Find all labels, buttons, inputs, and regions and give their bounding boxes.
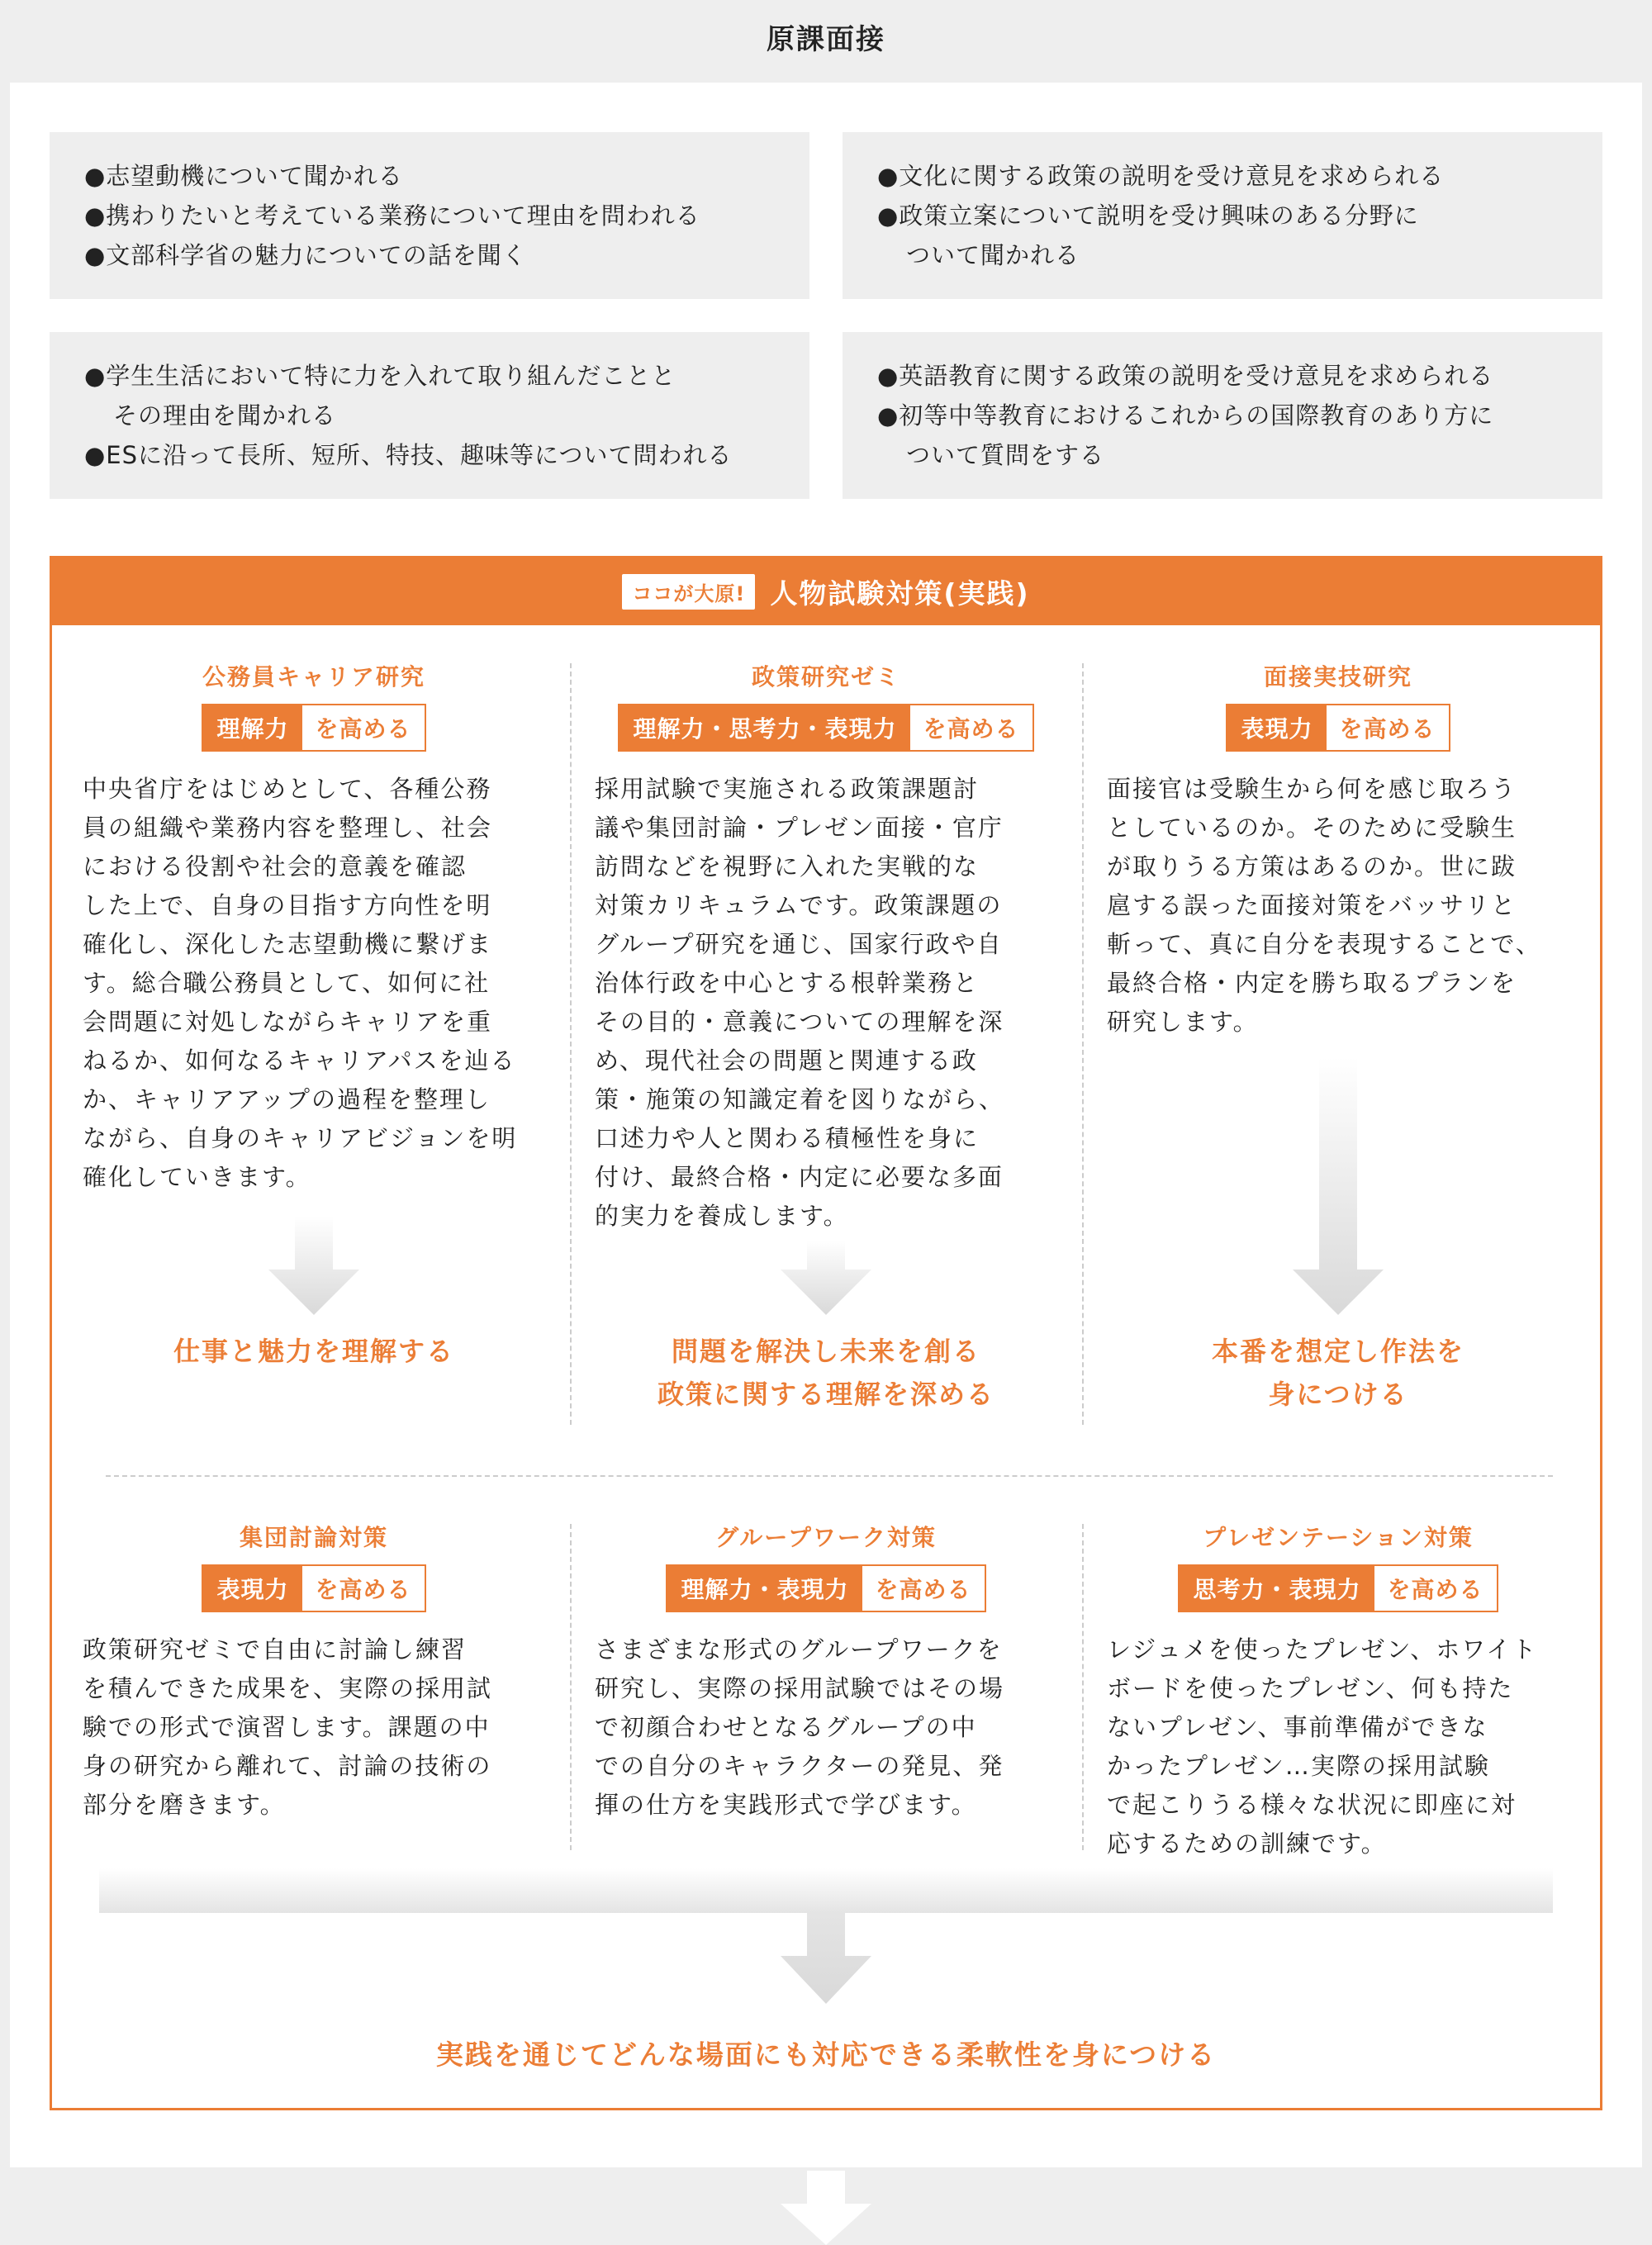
practice-badge: ココが大原! — [622, 574, 755, 610]
skill-suffix: を高める — [910, 705, 1032, 750]
body-line: 揮の仕方を実践形式で学びます。 — [595, 1791, 977, 1819]
body-line: 応するための訓練です。 — [1107, 1830, 1387, 1858]
body-line: 採用試験で実施される政策課題討 — [595, 775, 980, 803]
info-line: ●志望動機について聞かれる — [84, 162, 403, 190]
body-line: での自分のキャラクターの発見、発 — [595, 1752, 1004, 1780]
arrow-down-icon — [268, 1216, 359, 1315]
body-line: 的実力を養成します。 — [595, 1202, 849, 1230]
column-divider — [570, 663, 572, 1425]
column-title: 面接実技研究 — [1263, 663, 1412, 691]
column-body — [83, 1630, 545, 1825]
body-line: した上で、自身の目指す方向性を明 — [83, 891, 492, 919]
column-group-work — [595, 1521, 1057, 1825]
column-title: プレゼンテーション対策 — [1203, 1524, 1474, 1551]
body-line: 研究し、実際の採用試験ではその場 — [595, 1674, 1005, 1702]
skill-tag — [666, 1564, 985, 1612]
body-line: 策・施策の知識定着を図りながら、 — [595, 1085, 1005, 1113]
body-line: 治体行政を中心とする根幹業務と — [595, 969, 980, 997]
arrow-down-icon — [781, 1913, 871, 2004]
column-body — [83, 770, 545, 1197]
body-line: 中央省庁をはじめとして、各種公務 — [83, 775, 492, 803]
body-line: 付け、最終合格・内定に必要な多面 — [595, 1163, 1004, 1191]
column-divider — [1082, 1524, 1084, 1850]
skill-tag — [1226, 704, 1450, 752]
body-line: 部分を磨きます。 — [83, 1791, 286, 1819]
skill-label: 表現力 — [203, 1566, 301, 1611]
body-line: 扈する誤った面接対策をバッサリと — [1107, 891, 1517, 919]
skill-suffix: を高める — [862, 1566, 985, 1611]
skill-suffix: を高める — [1374, 1566, 1497, 1611]
info-line: ●文部科学省の魅力についての話を聞く — [84, 241, 527, 269]
skill-tag — [1178, 1564, 1498, 1612]
skill-label: 理解力 — [203, 705, 301, 750]
info-line: ●携わりたいと考えている業務について理由を問われる — [84, 202, 700, 230]
arrow-down-icon — [781, 2171, 871, 2245]
body-line: における役割や社会的意義を確認 — [83, 852, 468, 880]
body-line: 対策カリキュラムです。政策課題の — [595, 891, 1003, 919]
section-divider — [106, 1475, 1553, 1477]
column-title: グループワーク対策 — [715, 1524, 937, 1551]
practice-title: 人物試験対策(実践) — [770, 577, 1030, 610]
body-line: さまざまな形式のグループワークを — [595, 1635, 1003, 1664]
info-box-4 — [843, 332, 1602, 499]
outcome-line: 政策に関する理解を深める — [657, 1379, 995, 1410]
body-line: としているのか。そのために受験生 — [1107, 814, 1517, 842]
column-body — [595, 1630, 1057, 1825]
body-line: 面接官は受験生から何を感じ取ろう — [1107, 775, 1517, 803]
body-line: め、現代社会の問題と関連する政 — [595, 1047, 978, 1075]
column-policy-seminar — [595, 661, 1057, 1236]
body-line: グループ研究を通じ、国家行政や自 — [595, 930, 1003, 958]
body-line: 身の研究から離れて、討論の技術の — [83, 1752, 492, 1780]
column-career-research — [83, 661, 545, 1197]
info-line: ●政策立案について説明を受け興味のある分野に — [877, 202, 1419, 230]
info-line: ●英語教育に関する政策の説明を受け意見を求められる — [877, 362, 1494, 390]
column-group-discussion — [83, 1521, 545, 1825]
body-line: ねるか、如何なるキャリアパスを辿る — [83, 1047, 516, 1075]
info-line: ついて聞かれる — [906, 241, 1080, 269]
skill-label: 思考力・表現力 — [1180, 1566, 1374, 1611]
column-divider — [1082, 663, 1084, 1425]
body-line: 訪問などを視野に入れた実戦的な — [595, 852, 980, 880]
body-line: で初顔合わせとなるグループの中 — [595, 1713, 977, 1741]
body-line: を積んできた成果を、実際の採用試 — [83, 1674, 493, 1702]
body-line: 斬って、真に自分を表現することで、 — [1107, 930, 1541, 958]
final-outcome: 実践を通じてどんな場面にも対応できる柔軟性を身につける — [435, 2039, 1217, 2071]
column-presentation — [1107, 1521, 1569, 1863]
arrow-down-icon — [1293, 1057, 1384, 1315]
outcome-text — [83, 1330, 545, 1373]
skill-label: 理解力・思考力・表現力 — [620, 705, 909, 750]
info-line: ついて質問をする — [906, 441, 1105, 469]
outcome-line: 本番を想定し作法を — [1211, 1336, 1464, 1367]
outcome-line: 問題を解決し未来を創る — [671, 1336, 980, 1367]
outcome-text — [1107, 1330, 1569, 1416]
skill-suffix: を高める — [1327, 705, 1449, 750]
info-line: ●初等中等教育におけるこれからの国際教育のあり方に — [877, 401, 1494, 430]
body-line: 政策研究ゼミで自由に討論し練習 — [83, 1635, 468, 1664]
column-body — [595, 770, 1057, 1236]
body-line: す。総合職公務員として、如何に社 — [83, 969, 491, 997]
body-line: が取りうる方策はあるのか。世に跋 — [1107, 852, 1517, 880]
info-line: ●ESに沿って長所、短所、特技、趣味等について問われる — [84, 441, 733, 469]
column-title: 政策研究ゼミ — [751, 663, 900, 691]
body-line: ボードを使ったプレゼン、何も持た — [1107, 1674, 1514, 1702]
info-line: その理由を聞かれる — [113, 401, 337, 430]
column-title: 集団討論対策 — [239, 1524, 388, 1551]
body-line: 口述力や人と関わる積極性を身に — [595, 1124, 980, 1152]
arrow-down-icon — [781, 1241, 871, 1315]
skill-suffix: を高める — [302, 1566, 425, 1611]
column-title: 公務員キャリア研究 — [202, 663, 425, 691]
skill-label: 表現力 — [1227, 705, 1326, 750]
body-line: 議や集団討論・プレゼン面接・官庁 — [595, 814, 1004, 842]
body-line: 研究します。 — [1107, 1008, 1259, 1036]
outcome-line: 仕事と魅力を理解する — [173, 1336, 454, 1367]
body-line: ながら、自身のキャリアビジョンを明 — [83, 1124, 518, 1152]
info-line: ●学生生活において特に力を入れて取り組んだことと — [84, 362, 676, 390]
body-line: 確化し、深化した志望動機に繋げま — [83, 930, 493, 958]
body-line: かったプレゼン…実際の採用試験 — [1107, 1752, 1490, 1780]
page-title: 原課面接 — [767, 23, 885, 56]
body-line: ないプレゼン、事前準備ができな — [1107, 1713, 1488, 1741]
body-line: 確化していきます。 — [83, 1163, 311, 1191]
skill-tag — [202, 704, 425, 752]
body-line: か、キャリアアップの過程を整理し — [83, 1085, 491, 1113]
body-line: 員の組織や業務内容を整理し、社会 — [83, 814, 493, 842]
body-line: レジュメを使ったプレゼン、ホワイト — [1107, 1635, 1538, 1664]
column-interview-research — [1107, 661, 1569, 1042]
skill-suffix: を高める — [302, 705, 425, 750]
info-line: ●文化に関する政策の説明を受け意見を求められる — [877, 162, 1445, 190]
skill-label: 理解力・表現力 — [667, 1566, 862, 1611]
skill-tag — [202, 1564, 425, 1612]
outcome-text — [595, 1330, 1057, 1416]
column-divider — [570, 1524, 572, 1850]
column-body — [1107, 1630, 1569, 1863]
skill-tag — [618, 704, 1033, 752]
body-line: で起こりうる様々な状況に即座に対 — [1107, 1791, 1517, 1819]
practice-header — [52, 558, 1600, 625]
body-line: その目的・意義についての理解を深 — [595, 1008, 1004, 1036]
merge-bar — [99, 1868, 1553, 1913]
info-box-2 — [843, 132, 1602, 299]
body-line: 最終合格・内定を勝ち取るプランを — [1107, 969, 1517, 997]
body-line: 会問題に対処しながらキャリアを重 — [83, 1008, 493, 1036]
body-line: 験での形式で演習します。課題の中 — [83, 1713, 491, 1741]
info-box-3 — [50, 332, 809, 499]
info-box-1 — [50, 132, 809, 299]
outcome-line: 身につける — [1268, 1379, 1408, 1410]
column-body — [1107, 770, 1569, 1042]
